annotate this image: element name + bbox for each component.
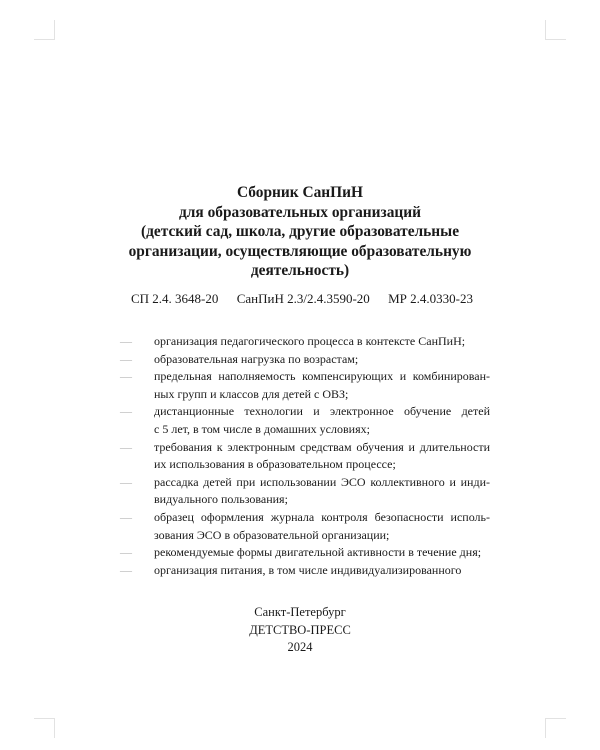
crop-mark-bottom-left-h [34,718,54,719]
regulation-code: МР 2.4.0330-23 [388,291,473,306]
item-text: дистанционные технологии и электронное обучение детей [154,404,490,419]
list-item [120,439,490,474]
dash-bullet: — [120,439,132,454]
title-line: для образовательных организаций [178,203,421,221]
list-item [120,474,490,509]
crop-mark-top-left-v [54,20,55,40]
list-item [120,333,490,351]
crop-mark-top-right-v [545,20,546,40]
item-text: предельная наполняемость компенсирующих и комбинирован- [154,369,490,384]
imprint-city: Санкт-Петербург [254,605,346,619]
list-item [120,368,490,403]
item-text: зования ЭСО в образовательной организации; [154,527,390,542]
regulation-codes [131,291,473,307]
dash-bullet: — [120,351,132,366]
crop-mark-top-left-h [34,39,54,40]
item-text: их использования в образовательном процессе; [154,457,396,472]
imprint-year: 2024 [287,640,313,654]
item-text: рассадка детей при использовании ЭСО коллективного и инди- [154,474,490,489]
dash-bullet: — [120,334,132,348]
crop-mark-top-right-h [546,39,566,40]
list-item [120,403,490,438]
item-text: рекомендуемые формы двигательной активности в течение дня; [154,545,482,560]
dash-bullet: — [120,404,132,419]
item-text: видуального пользования; [154,492,288,507]
item-text: с 5 лет, в том числе в домашних условиях; [154,421,370,436]
list-item [120,562,490,580]
regulation-code: СП 2.4. 3648-20 [131,291,219,306]
imprint [150,604,450,657]
regulation-code: СанПиН 2.3/2.4.3590-20 [236,291,370,306]
item-text: требования к электронным средствам обучения и длительности [154,439,490,454]
contents-list [120,333,490,579]
title-line: организации, осуществляющие образовательную [128,242,472,260]
crop-mark-bottom-right-h [546,718,566,719]
item-text: образец оформления журнала контроля безопасности исполь- [154,509,490,524]
title-line: Сборник СанПиН [237,184,363,201]
crop-mark-bottom-left-v [54,718,55,738]
imprint-publisher: ДЕТСТВО-ПРЕСС [249,622,351,637]
book-title [100,183,500,281]
dash-bullet: — [120,474,132,489]
item-text: ных групп и классов для детей с ОВЗ; [154,386,349,401]
title-line: (детский сад, школа, другие образовательные [140,223,460,240]
list-item [120,544,490,562]
dash-bullet: — [120,562,132,577]
item-text: организация питания, в том числе индивидуализированного [154,562,462,577]
item-text: организация педагогического процесса в контексте СанПиН; [154,334,466,348]
crop-mark-bottom-right-v [545,718,546,738]
list-item [120,351,490,369]
dash-bullet: — [120,509,132,524]
dash-bullet: — [120,369,132,384]
item-text: образовательная нагрузка по возрастам; [154,351,359,366]
title-line: деятельность) [250,262,350,279]
list-item [120,509,490,544]
dash-bullet: — [120,545,132,560]
